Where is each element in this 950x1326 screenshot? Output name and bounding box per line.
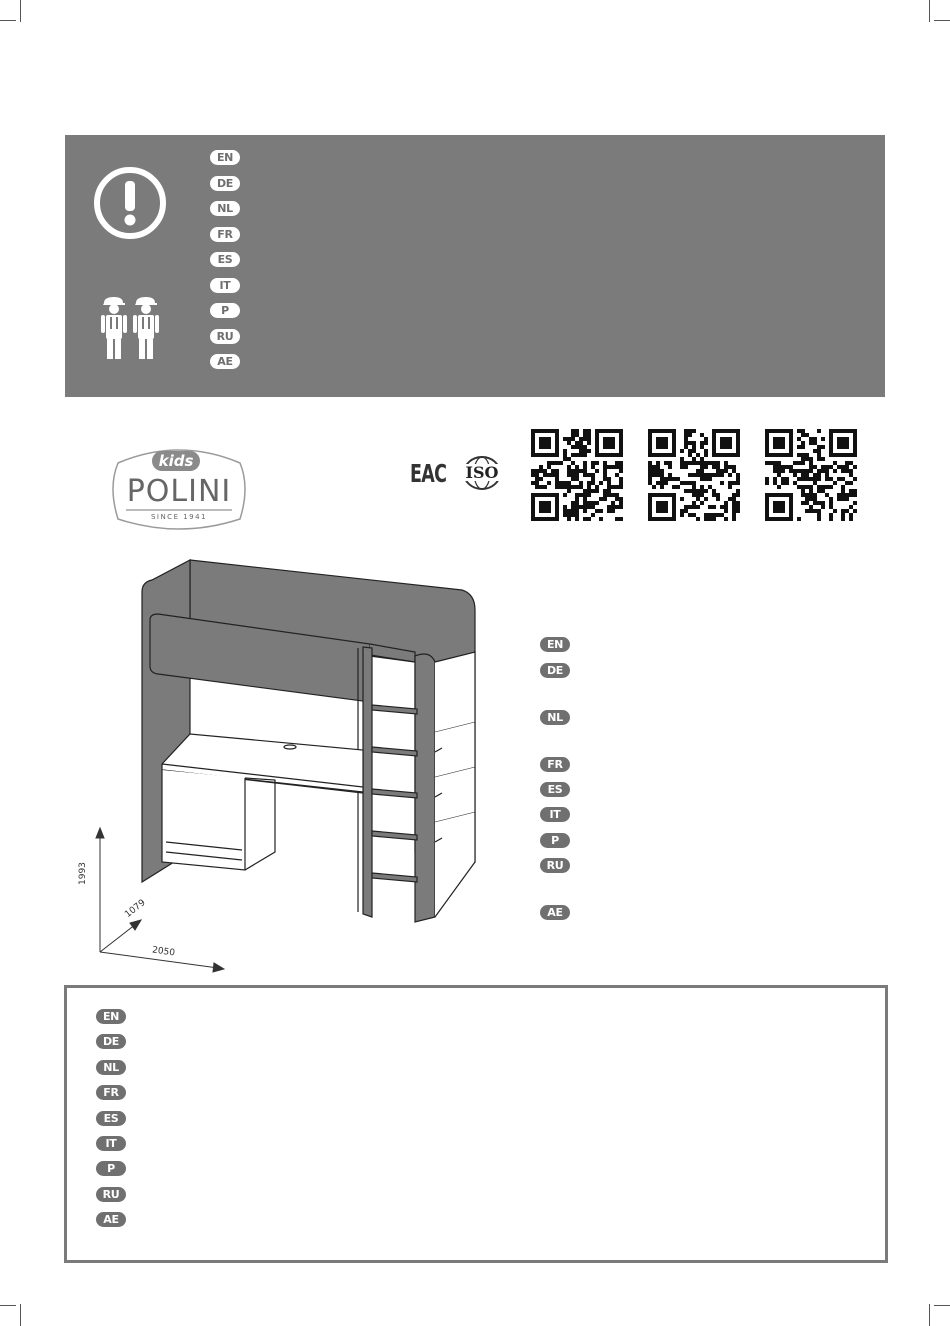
crop-mark: [20, 1304, 21, 1326]
lang-label-p: P: [210, 303, 240, 318]
loft-bed-drawing: [80, 552, 500, 977]
two-workers-icon: [98, 295, 162, 361]
crop-mark: [0, 1305, 16, 1306]
lang-label-es: ES: [540, 782, 570, 797]
crop-mark: [0, 20, 16, 21]
iso-mark: ISO: [459, 464, 505, 481]
lang-label-it: IT: [210, 278, 240, 293]
lang-label-it: IT: [540, 807, 570, 822]
lang-label-en: EN: [96, 1009, 126, 1024]
lang-label-de: DE: [96, 1034, 126, 1049]
warning-panel: [65, 135, 885, 397]
logo-kids-text: kids: [158, 452, 194, 470]
lang-label-p: P: [540, 833, 570, 848]
lang-label-p: P: [96, 1161, 126, 1176]
lang-label-en: EN: [540, 637, 570, 652]
polini-kids-logo: [108, 443, 250, 531]
lang-label-ae: AE: [210, 354, 240, 369]
exclamation-circle-icon: [92, 165, 168, 241]
logo-since-text: SINCE 1941: [150, 513, 208, 521]
qr-code[interactable]: [765, 429, 857, 521]
dimension-width: 2050: [151, 945, 176, 959]
footer-language-panel: [64, 985, 888, 1263]
lang-label-ae: AE: [540, 905, 570, 920]
lang-label-fr: FR: [210, 227, 240, 242]
lang-label-es: ES: [96, 1111, 126, 1126]
crop-mark: [929, 1304, 930, 1326]
lang-label-de: DE: [210, 176, 240, 191]
lang-label-ru: RU: [96, 1187, 126, 1202]
dimension-depth: 1079: [123, 898, 148, 920]
qr-code[interactable]: [648, 429, 740, 521]
lang-label-ru: RU: [540, 858, 570, 873]
lang-label-nl: NL: [96, 1060, 126, 1075]
qr-code[interactable]: [531, 429, 623, 521]
eac-mark: EAC: [410, 459, 447, 488]
lang-label-fr: FR: [540, 757, 570, 772]
dimension-height: 1993: [78, 862, 88, 885]
lang-label-en: EN: [210, 150, 240, 165]
lang-label-it: IT: [96, 1136, 126, 1151]
logo-brand-name: POLINI: [126, 474, 232, 509]
crop-mark: [934, 20, 950, 21]
lang-label-de: DE: [540, 663, 570, 678]
lang-label-ru: RU: [210, 329, 240, 344]
lang-label-ae: AE: [96, 1212, 126, 1227]
lang-label-es: ES: [210, 252, 240, 267]
lang-label-nl: NL: [210, 201, 240, 216]
crop-mark: [20, 0, 21, 22]
lang-label-nl: NL: [540, 710, 570, 725]
crop-mark: [934, 1305, 950, 1306]
lang-label-fr: FR: [96, 1085, 126, 1100]
crop-mark: [929, 0, 930, 22]
